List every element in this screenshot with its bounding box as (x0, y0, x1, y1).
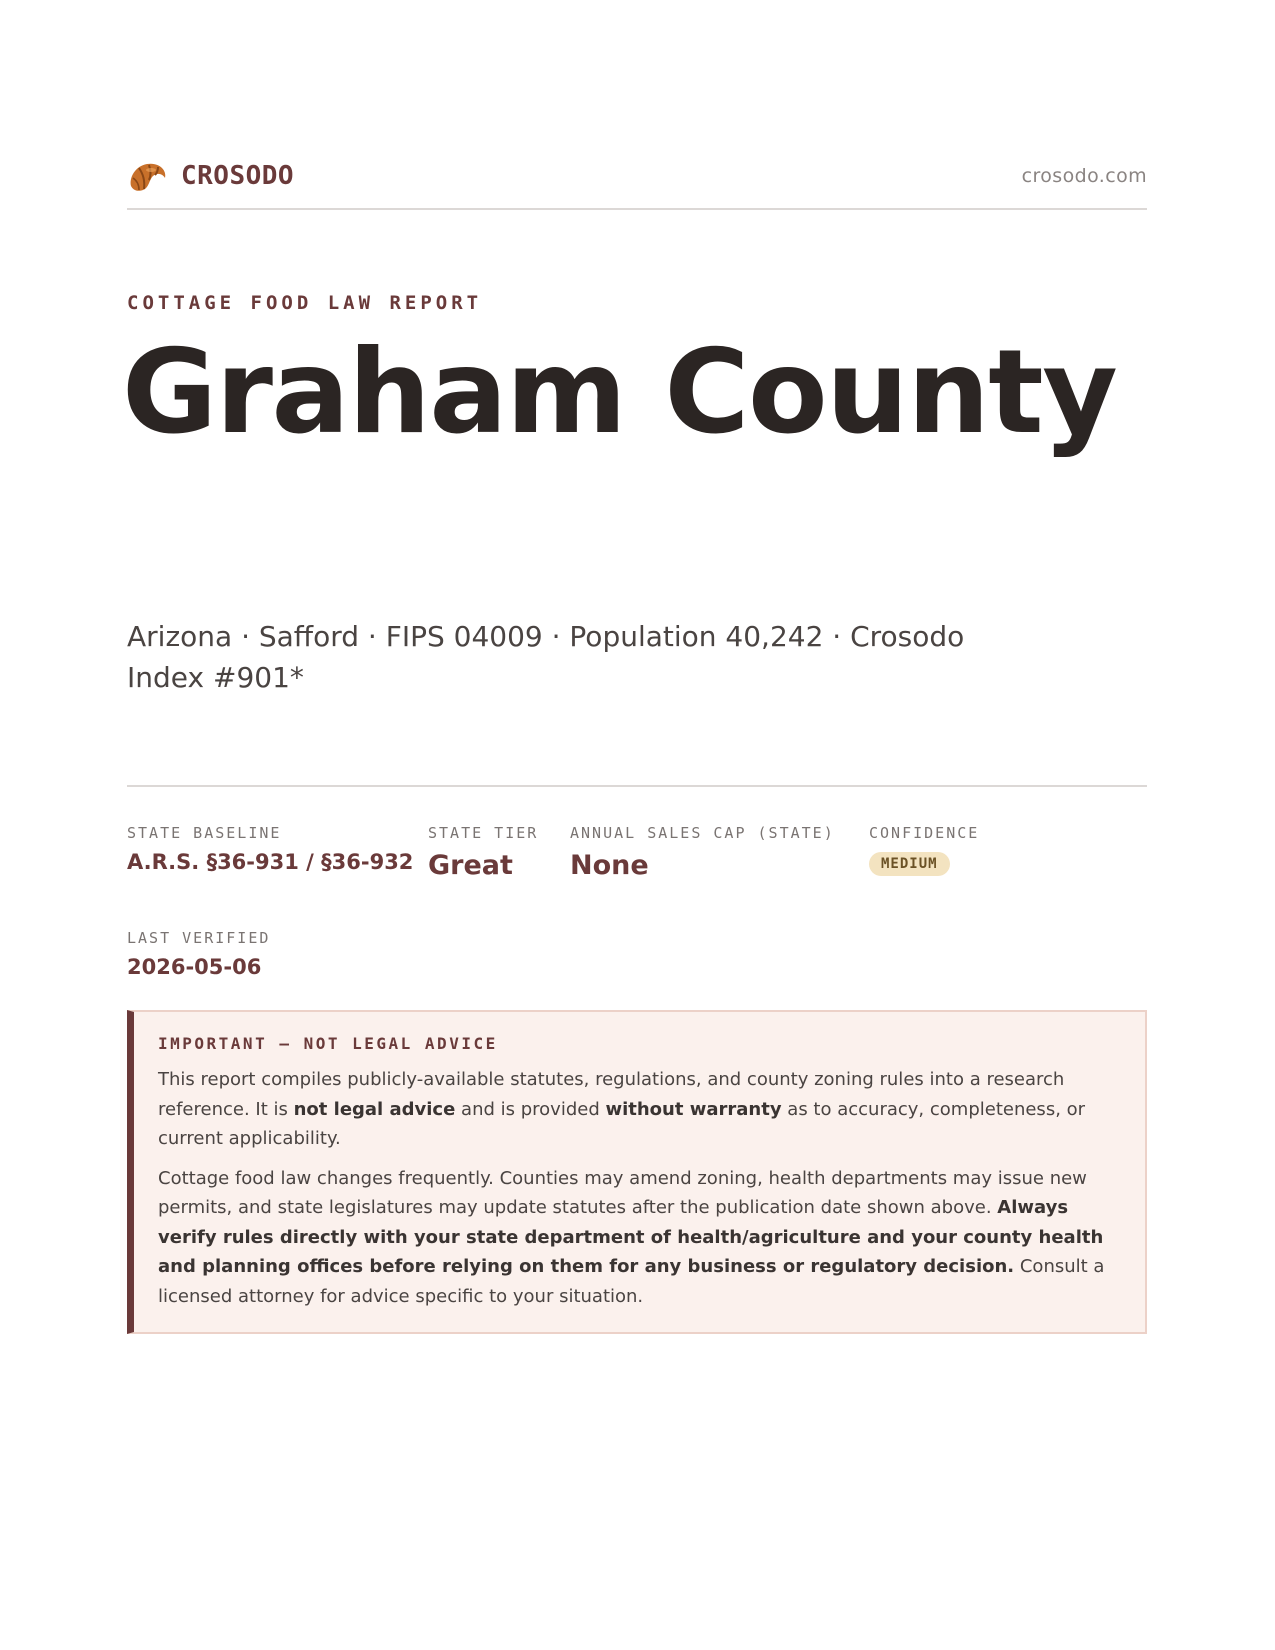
notice-emphasis: without warranty (605, 1098, 782, 1120)
legal-notice (127, 1010, 1147, 1334)
stat-label: STATE BASELINE (127, 824, 282, 842)
croissant-icon (127, 156, 169, 196)
stat-value: Great (428, 850, 513, 881)
stat-label: STATE TIER (428, 824, 539, 842)
report-kicker: COTTAGE FOOD LAW REPORT (127, 292, 483, 314)
stat-value: None (570, 850, 649, 881)
report-subtitle: Arizona · Safford · FIPS 04009 · Population 40,242 · Crosodo Index #901* (127, 620, 965, 694)
notice-text: as to accuracy, completeness, or current applicability. (158, 1098, 1086, 1149)
stat-label: ANNUAL SALES CAP (STATE) (570, 824, 835, 842)
stat-label: CONFIDENCE (869, 824, 980, 842)
notice-text: and is provided (455, 1098, 606, 1120)
confidence-badge: MEDIUM (869, 852, 950, 876)
brand[interactable] (127, 156, 294, 196)
stat-value: 2026-05-06 (127, 955, 262, 979)
notice-text: Consult a licensed attorney for advice specific to your situation. (158, 1256, 1105, 1307)
page-title: Graham County (122, 325, 1117, 460)
stat-label: LAST VERIFIED (127, 929, 271, 947)
notice-title: IMPORTANT — NOT LEGAL ADVICE (158, 1034, 498, 1053)
notice-emphasis: not legal advice (293, 1098, 456, 1120)
notice-text: Cottage food law changes frequently. Counties may amend zoning, health departments may issue new permits, and state legislatures may update statutes after the publication date shown above. (158, 1167, 1087, 1218)
stat-state-tier (428, 824, 538, 881)
stat-last-verified (127, 929, 270, 979)
brand-name: CROSODO (181, 161, 295, 191)
notice-paragraph (158, 1164, 1119, 1312)
notice-text: This report compiles publicly-available statutes, regulations, and county zoning rules into a research reference. It is (158, 1069, 1065, 1120)
stat-value: A.R.S. §36-931 / §36-932 (127, 850, 414, 874)
notice-paragraph (158, 1065, 1119, 1154)
site-url-link[interactable]: crosodo.com (1021, 165, 1147, 187)
divider (127, 785, 1147, 787)
header (127, 156, 1147, 210)
stat-sales-cap (570, 824, 835, 881)
stat-state-baseline (127, 824, 413, 874)
notice-emphasis: Always verify rules directly with your state department of health/agriculture and your county health and planning offices before relying on them for any business or regulatory decision. (158, 1197, 1104, 1277)
stat-confidence (869, 824, 979, 876)
